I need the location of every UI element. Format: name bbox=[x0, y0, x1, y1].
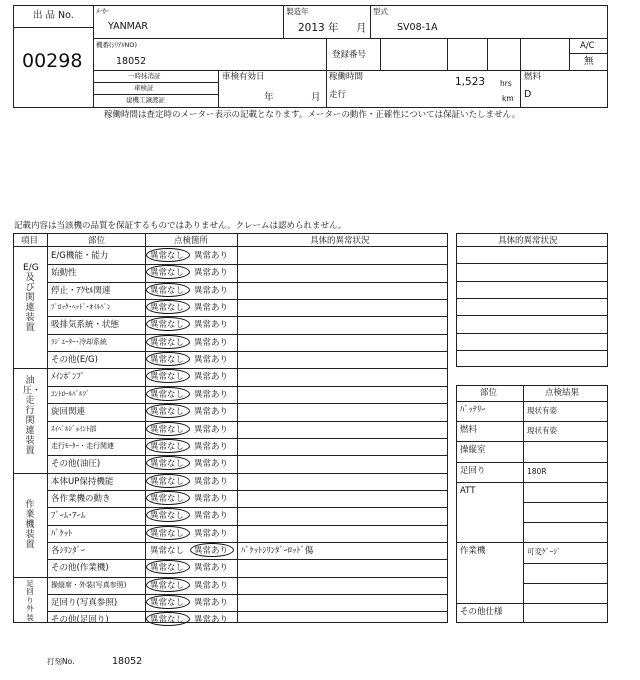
inspection-part: 旋回関連 bbox=[51, 407, 86, 418]
normal-option: 異常なし bbox=[150, 303, 185, 314]
inspection-part: その他(足回り) bbox=[51, 615, 109, 626]
normal-option: 異常なし bbox=[150, 285, 185, 296]
abnormal-option: 異常あり bbox=[194, 337, 229, 348]
ac-value: 無 bbox=[584, 56, 594, 67]
abnormal-option: 異常あり bbox=[194, 511, 229, 522]
abnormal-option: 異常あり bbox=[194, 303, 229, 314]
inspection-part: 走行ﾓｰﾀｰ・走行関連 bbox=[51, 441, 114, 450]
abnormal-option: 異常あり bbox=[194, 441, 229, 452]
abnormal-option: 異常あり bbox=[194, 615, 229, 626]
abnormal-detail: ﾊﾞｹｯﾄｼﾘﾝﾀﾞｰﾛｯﾄﾞ傷 bbox=[241, 545, 314, 556]
inspection-year-unit: 年 bbox=[264, 92, 274, 103]
normal-option: 異常なし bbox=[150, 372, 185, 383]
travel-label: 走行 bbox=[329, 90, 347, 100]
normal-option: 異常なし bbox=[150, 268, 185, 279]
selection-circle bbox=[146, 352, 190, 366]
group-label: 足回り外装 bbox=[26, 578, 34, 622]
abnormal-option: 異常あり bbox=[194, 372, 229, 383]
month-unit: 月 bbox=[356, 22, 367, 34]
abnormal-option: 異常あり bbox=[194, 285, 229, 296]
inspection-part: ﾌﾞｰﾑ･ｱｰﾑ bbox=[51, 511, 86, 522]
selection-circle bbox=[146, 526, 190, 540]
selection-circle bbox=[146, 474, 190, 488]
abnormal-option: 異常あり bbox=[194, 493, 229, 504]
abnormal-option: 異常あり bbox=[194, 389, 229, 400]
abnormal-option: 異常あり bbox=[194, 528, 229, 539]
right-col-header-result: 点検結果 bbox=[545, 388, 580, 398]
normal-option: 異常なし bbox=[150, 355, 185, 366]
right-row-result: 可変ｹﾞｰｼﾞ bbox=[527, 547, 561, 557]
normal-option: 異常なし bbox=[150, 476, 185, 487]
normal-option: 異常なし bbox=[150, 580, 185, 591]
abnormal-option: 異常あり bbox=[194, 424, 229, 435]
right-details-table bbox=[456, 233, 608, 367]
hours-label: 稼働時間 bbox=[329, 72, 364, 82]
inspection-part: 始動性 bbox=[51, 268, 77, 279]
group-label: 作業機装置 bbox=[25, 499, 35, 550]
normal-option: 異常なし bbox=[150, 441, 185, 452]
right-row-part: ﾊﾞｯﾃﾘｰ bbox=[460, 405, 486, 415]
hours-value: 1,523 bbox=[455, 76, 486, 88]
right-row-part: その他仕様 bbox=[460, 607, 503, 617]
abnormal-option: 異常あり bbox=[194, 563, 229, 574]
right-row-part: 燃料 bbox=[460, 425, 478, 436]
quality-note: 記載内容は当該機の品質を保証するものではありません。クレームは認められません。 bbox=[14, 221, 347, 231]
normal-option: 異常なし bbox=[150, 528, 185, 539]
right-row-result: 現状有姿 bbox=[527, 426, 557, 436]
inspection-part: ｽｲﾍﾞﾙｼﾞｮｲﾝﾄ部 bbox=[51, 424, 97, 433]
model-label: 型式 bbox=[373, 7, 388, 16]
inspection-part: その他(作業機) bbox=[51, 563, 109, 574]
col-header-part: 部位 bbox=[88, 236, 106, 246]
abnormal-option: 異常あり bbox=[194, 476, 229, 487]
normal-option: 異常なし bbox=[150, 598, 185, 608]
abnormal-option: 異常あり bbox=[194, 251, 229, 261]
normal-option: 異常なし bbox=[150, 424, 185, 435]
right-row-result: 現状有姿 bbox=[527, 406, 557, 415]
fuel-label: 燃料 bbox=[524, 72, 542, 82]
selection-circle bbox=[146, 422, 190, 436]
normal-option: 異常なし bbox=[150, 493, 185, 504]
fuel-value: D bbox=[524, 89, 532, 100]
year-label: 製造年 bbox=[286, 7, 309, 16]
exhibit-no-label: 出 品 No. bbox=[33, 10, 74, 21]
temp-export-cert-label: 一時抹消証 bbox=[128, 72, 161, 80]
right-row-part: 操縦室 bbox=[460, 445, 486, 456]
normal-option: 異常なし bbox=[150, 320, 185, 331]
right-details-header: 具体的異常状況 bbox=[498, 236, 558, 246]
abnormal-option: 異常あり bbox=[194, 407, 229, 418]
year-value: 2013 bbox=[298, 22, 325, 34]
inspection-part: 各ｼﾘﾝﾀﾞｰ bbox=[51, 545, 86, 556]
abnormal-option: 異常あり bbox=[194, 580, 229, 591]
construction-cert-label: 建機工譲渡証 bbox=[126, 96, 165, 104]
selection-circle bbox=[146, 283, 190, 297]
stamp-number: 18052 bbox=[112, 656, 143, 667]
abnormal-option: 異常あり bbox=[194, 355, 229, 366]
inspection-part: ﾒｲﾝﾎﾟﾝﾌﾟ bbox=[51, 372, 86, 383]
normal-option: 異常なし bbox=[150, 615, 185, 626]
abnormal-option: 異常あり bbox=[194, 545, 229, 556]
model-value: SV08-1A bbox=[397, 22, 438, 33]
selection-circle bbox=[146, 491, 190, 505]
normal-option: 異常なし bbox=[150, 389, 185, 400]
selection-circle bbox=[146, 595, 190, 609]
serial-label: 機番(ｼﾘｱﾙNO) bbox=[96, 41, 138, 49]
maker-label: ﾒｰｶｰ bbox=[96, 7, 109, 15]
normal-option: 異常なし bbox=[150, 337, 185, 348]
col-header-details: 具体的異常状況 bbox=[310, 236, 370, 246]
inspection-valid-label: 車検有効日 bbox=[222, 72, 265, 82]
normal-option: 異常なし bbox=[150, 511, 185, 522]
inspection-part: ﾗｼﾞｴｰﾀｰ･冷却系統 bbox=[51, 337, 107, 346]
registration-label: 登録番号 bbox=[332, 50, 367, 60]
group-label: 油圧・走行関連装置 bbox=[23, 375, 42, 456]
right-row-part: 足回り bbox=[460, 465, 486, 476]
right-row-result: 180R bbox=[527, 466, 547, 476]
inspection-part: E/G機能・能力 bbox=[51, 251, 109, 261]
exhibit-number: 00298 bbox=[22, 50, 83, 72]
selection-circle bbox=[146, 387, 190, 401]
right-row-part: 作業機 bbox=[460, 546, 486, 557]
selection-circle bbox=[190, 543, 234, 557]
hours-unit: hrs bbox=[500, 79, 512, 88]
inspection-part: 足回り(写真参照) bbox=[51, 598, 118, 608]
inspection-part: 本体UP保持機能 bbox=[51, 476, 114, 487]
selection-circle bbox=[146, 300, 190, 314]
right-col-header-part: 部位 bbox=[480, 388, 498, 398]
selection-circle bbox=[146, 335, 190, 349]
normal-option: 異常なし bbox=[150, 545, 185, 556]
inspection-part: ｺﾝﾄﾛｰﾙﾊﾞﾙﾌﾞ bbox=[51, 389, 90, 398]
year-unit: 年 bbox=[328, 22, 339, 34]
abnormal-option: 異常あり bbox=[194, 268, 229, 279]
maker-value: YANMAR bbox=[108, 21, 148, 32]
col-header-item: 項目 bbox=[21, 236, 39, 246]
group-label: E/G及び関連装置 bbox=[23, 262, 39, 333]
selection-circle bbox=[146, 248, 190, 262]
normal-option: 異常なし bbox=[150, 563, 185, 574]
abnormal-option: 異常あり bbox=[194, 320, 229, 331]
hours-note: 稼働時間は査定時のメーター表示の記載となります。メーターの動作・正確性については保証いたしません。 bbox=[104, 110, 521, 120]
selection-circle bbox=[146, 439, 190, 453]
normal-option: 異常なし bbox=[150, 251, 185, 261]
inspection-part: 停止・ｱｸｾﾙ関連 bbox=[51, 285, 111, 296]
abnormal-option: 異常あり bbox=[194, 459, 229, 470]
km-unit: km bbox=[502, 94, 514, 103]
selection-circle bbox=[146, 578, 190, 592]
inspection-month-unit: 月 bbox=[311, 92, 321, 103]
stamp-label: 打刻No. bbox=[47, 657, 75, 666]
normal-option: 異常なし bbox=[150, 407, 185, 418]
abnormal-option: 異常あり bbox=[194, 598, 229, 608]
inspection-part: 各作業機の動き bbox=[51, 493, 111, 504]
inspection-part: 吸排気系統・状態 bbox=[51, 320, 120, 331]
inspection-part: ﾌﾞﾛｯｸ･ﾍｯﾄﾞ･ｵｲﾙﾊﾟﾝ bbox=[51, 303, 111, 312]
col-header-inspection: 点検箇所 bbox=[174, 236, 209, 246]
inspection-part: その他(油圧) bbox=[51, 459, 101, 470]
vehicle-cert-label: 車検証 bbox=[134, 84, 154, 92]
inspection-part: 操縦席・外装(写真参照) bbox=[51, 580, 127, 589]
ac-label: A/C bbox=[580, 41, 595, 51]
inspection-part: その他(E/G) bbox=[51, 355, 98, 366]
serial-value: 18052 bbox=[116, 56, 147, 67]
normal-option: 異常なし bbox=[150, 459, 185, 470]
inspection-part: ﾊﾞｹｯﾄ bbox=[51, 528, 73, 539]
right-row-part: ATT bbox=[460, 485, 476, 496]
